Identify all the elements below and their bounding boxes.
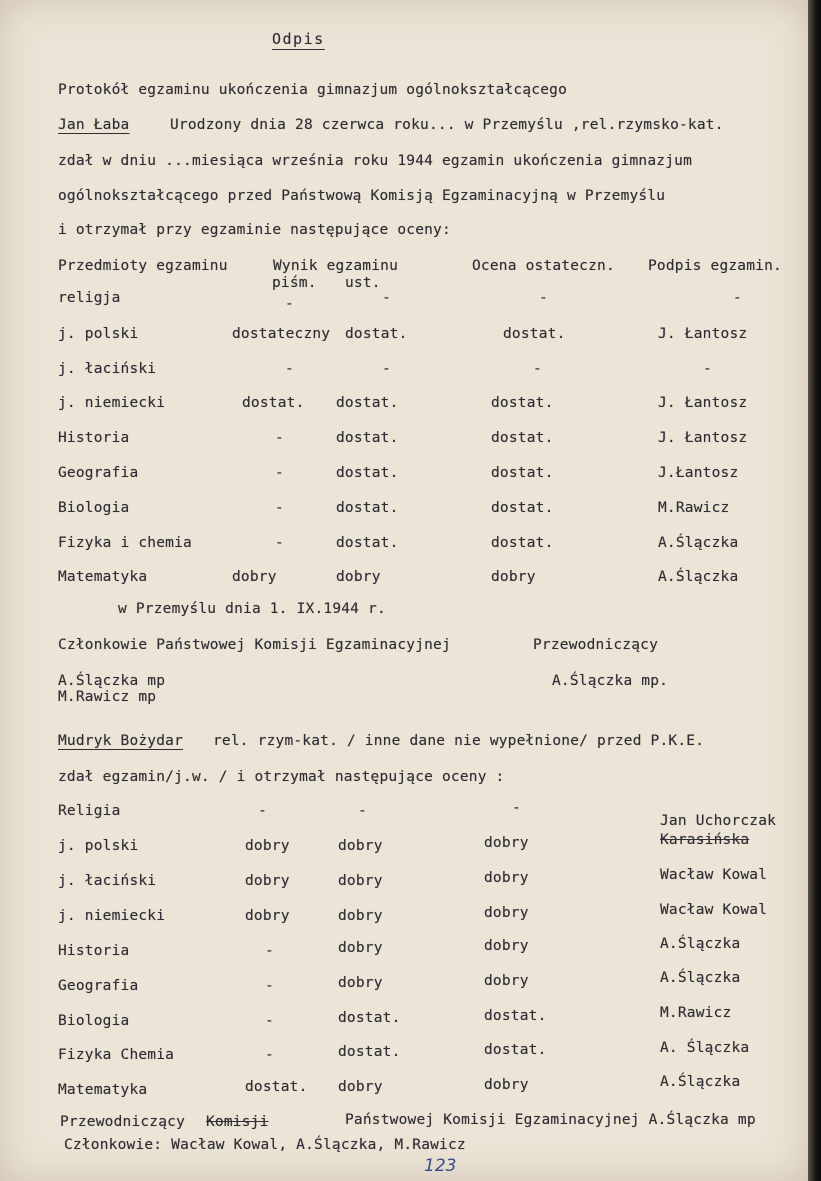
sign-cell: A.Ślączka (658, 569, 739, 585)
written-cell: dostat. (242, 395, 305, 411)
footer-chair-label: Przewodniczący (60, 1114, 186, 1130)
footer-chair-line: Państwowej Komisji Egzaminacyjnej A.Ślączka mp (345, 1112, 756, 1128)
intro-line-4: ogólnokształcącego przed Państwową Komisją Egzaminacyjną w Przemyślu (58, 188, 666, 204)
final-cell: dostat. (491, 430, 554, 446)
oral-cell: dostat. (336, 395, 399, 411)
page-number: 123 (424, 1156, 457, 1176)
place-date: w Przemyślu dnia 1. IX.1944 r. (118, 601, 386, 617)
written-cell: - (285, 296, 294, 312)
oral-cell: dobry (338, 908, 383, 924)
subject-cell: j. polski (58, 326, 139, 342)
written-cell: - (275, 500, 284, 516)
sign-cell: A.Ślączka (660, 970, 741, 986)
sign-cell: - (733, 290, 742, 306)
written-cell: - (265, 943, 274, 959)
committee-member-2: M.Rawicz mp (58, 689, 157, 705)
written-cell: dobry (232, 569, 277, 585)
final-cell: - (539, 290, 548, 306)
header-signature: Podpis egzamin. (648, 258, 782, 274)
written-cell: dobry (245, 838, 290, 854)
committee-chair-label: Przewodniczący (533, 637, 659, 653)
subject-cell: j. polski (58, 838, 139, 854)
final-cell: - (533, 361, 542, 377)
subject-cell: Fizyka i chemia (58, 535, 192, 551)
student-name-2: Mudryk Bożydar (58, 733, 184, 749)
sign-cell: - (703, 361, 712, 377)
sign-cell: J. Łantosz (658, 430, 748, 446)
subject-cell: j. niemiecki (58, 395, 166, 411)
subject-cell: religja (58, 290, 121, 306)
committee-member-1: A.Ślączka mp (58, 673, 166, 689)
subject-cell: Matematyka (58, 569, 148, 585)
sign-cell: Wacław Kowal (660, 867, 768, 883)
oral-cell: - (382, 290, 391, 306)
written-cell: - (265, 978, 274, 994)
final-cell: dobry (484, 905, 529, 921)
sign-cell: J.Łantosz (658, 465, 739, 481)
written-cell: - (265, 1013, 274, 1029)
scan-edge (808, 0, 821, 1181)
subject-cell: j. łaciński (58, 361, 157, 377)
sign-cell: A.Ślączka (658, 535, 739, 551)
written-cell: - (275, 465, 284, 481)
sign-cell: J. Łantosz (658, 326, 748, 342)
sign-cell: Wacław Kowal (660, 902, 768, 918)
committee-chair: A.Ślączka mp. (552, 673, 669, 689)
oral-cell: dobry (338, 940, 383, 956)
subject-cell: Historia (58, 943, 130, 959)
footer-members-line: Członkowie: Wacław Kowal, A.Ślączka, M.Rawicz (64, 1137, 466, 1153)
header-oral: ust. (345, 275, 381, 291)
oral-cell: dostat. (336, 535, 399, 551)
sign-cell: M.Rawicz (658, 500, 730, 516)
header-final: Ocena ostateczn. (472, 258, 615, 274)
oral-cell: dostat. (336, 500, 399, 516)
header-subjects: Przedmioty egzaminu (58, 258, 228, 274)
final-cell: dostat. (491, 535, 554, 551)
final-cell: dobry (484, 938, 529, 954)
final-cell: dostat. (484, 1042, 547, 1058)
written-cell: dobry (245, 873, 290, 889)
final-cell: dostat. (491, 465, 554, 481)
subject-cell: Matematyka (58, 1082, 148, 1098)
oral-cell: dostat. (338, 1010, 401, 1026)
intro-line-5: i otrzymał przy egzaminie następujące oceny: (58, 222, 451, 238)
document-title: Odpis (272, 30, 325, 48)
header-written: piśm. (272, 275, 317, 291)
written-cell: - (275, 535, 284, 551)
header-result: Wynik egzaminu (273, 258, 399, 274)
sign-cell-struck: Karasińska (660, 832, 750, 848)
subject-cell: j. niemiecki (58, 908, 166, 924)
final-cell: dobry (484, 973, 529, 989)
final-cell: dostat. (491, 500, 554, 516)
oral-cell: dostat. (338, 1044, 401, 1060)
sign-cell: J. Łantosz (658, 395, 748, 411)
intro-line-2: Urodzony dnia 28 czerwca roku... w Przemyślu ,rel.rzymsko-kat. (170, 117, 724, 133)
written-cell: dostateczny (232, 326, 331, 342)
second-line-2: zdał egzamin/j.w. / i otrzymał następujące oceny : (58, 769, 505, 785)
oral-cell: dobry (336, 569, 381, 585)
final-cell: dostat. (491, 395, 554, 411)
written-cell: - (275, 430, 284, 446)
intro-line-3: zdał w dniu ...miesiąca września roku 1944 egzamin ukończenia gimnazjum (58, 153, 693, 169)
oral-cell: dobry (338, 1079, 383, 1095)
final-cell: dobry (491, 569, 536, 585)
second-line-1: rel. rzym-kat. / inne dane nie wypełnione/ przed P.K.E. (213, 733, 705, 749)
final-cell: dobry (484, 1077, 529, 1093)
subject-cell: Biologia (58, 1013, 130, 1029)
intro-line-1: Protokół egzaminu ukończenia gimnazjum ogólnokształcącego (58, 82, 567, 98)
final-cell: dobry (484, 835, 529, 851)
subject-cell: Religia (58, 803, 121, 819)
oral-cell: - (382, 361, 391, 377)
footer-struck-word: Komisji (206, 1114, 269, 1130)
written-cell: - (258, 803, 267, 819)
sign-cell: A.Ślączka (660, 1074, 741, 1090)
sign-cell: M.Rawicz (660, 1005, 732, 1021)
oral-cell: dobry (338, 838, 383, 854)
written-cell: dostat. (245, 1079, 308, 1095)
oral-cell: dobry (338, 975, 383, 991)
oral-cell: dostat. (345, 326, 408, 342)
written-cell: dobry (245, 908, 290, 924)
student-name-1: Jan Łaba (58, 117, 130, 133)
oral-cell: dobry (338, 873, 383, 889)
written-cell: - (285, 361, 294, 377)
oral-cell: - (358, 803, 367, 819)
subject-cell: Geografia (58, 465, 139, 481)
final-cell: dostat. (503, 326, 566, 342)
final-cell: - (512, 800, 521, 816)
final-cell: dobry (484, 870, 529, 886)
subject-cell: Historia (58, 430, 130, 446)
written-cell: - (265, 1047, 274, 1063)
oral-cell: dostat. (336, 430, 399, 446)
sign-cell: A.Ślączka (660, 936, 741, 952)
sign-cell: A. Ślączka (660, 1040, 750, 1056)
final-cell: dostat. (484, 1008, 547, 1024)
sign-cell: Jan Uchorczak (660, 813, 777, 829)
subject-cell: j. łaciński (58, 873, 157, 889)
committee-members-label: Członkowie Państwowej Komisji Egzaminacyjnej (58, 637, 451, 653)
subject-cell: Biologia (58, 500, 130, 516)
subject-cell: Fizyka Chemia (58, 1047, 175, 1063)
subject-cell: Geografia (58, 978, 139, 994)
oral-cell: dostat. (336, 465, 399, 481)
